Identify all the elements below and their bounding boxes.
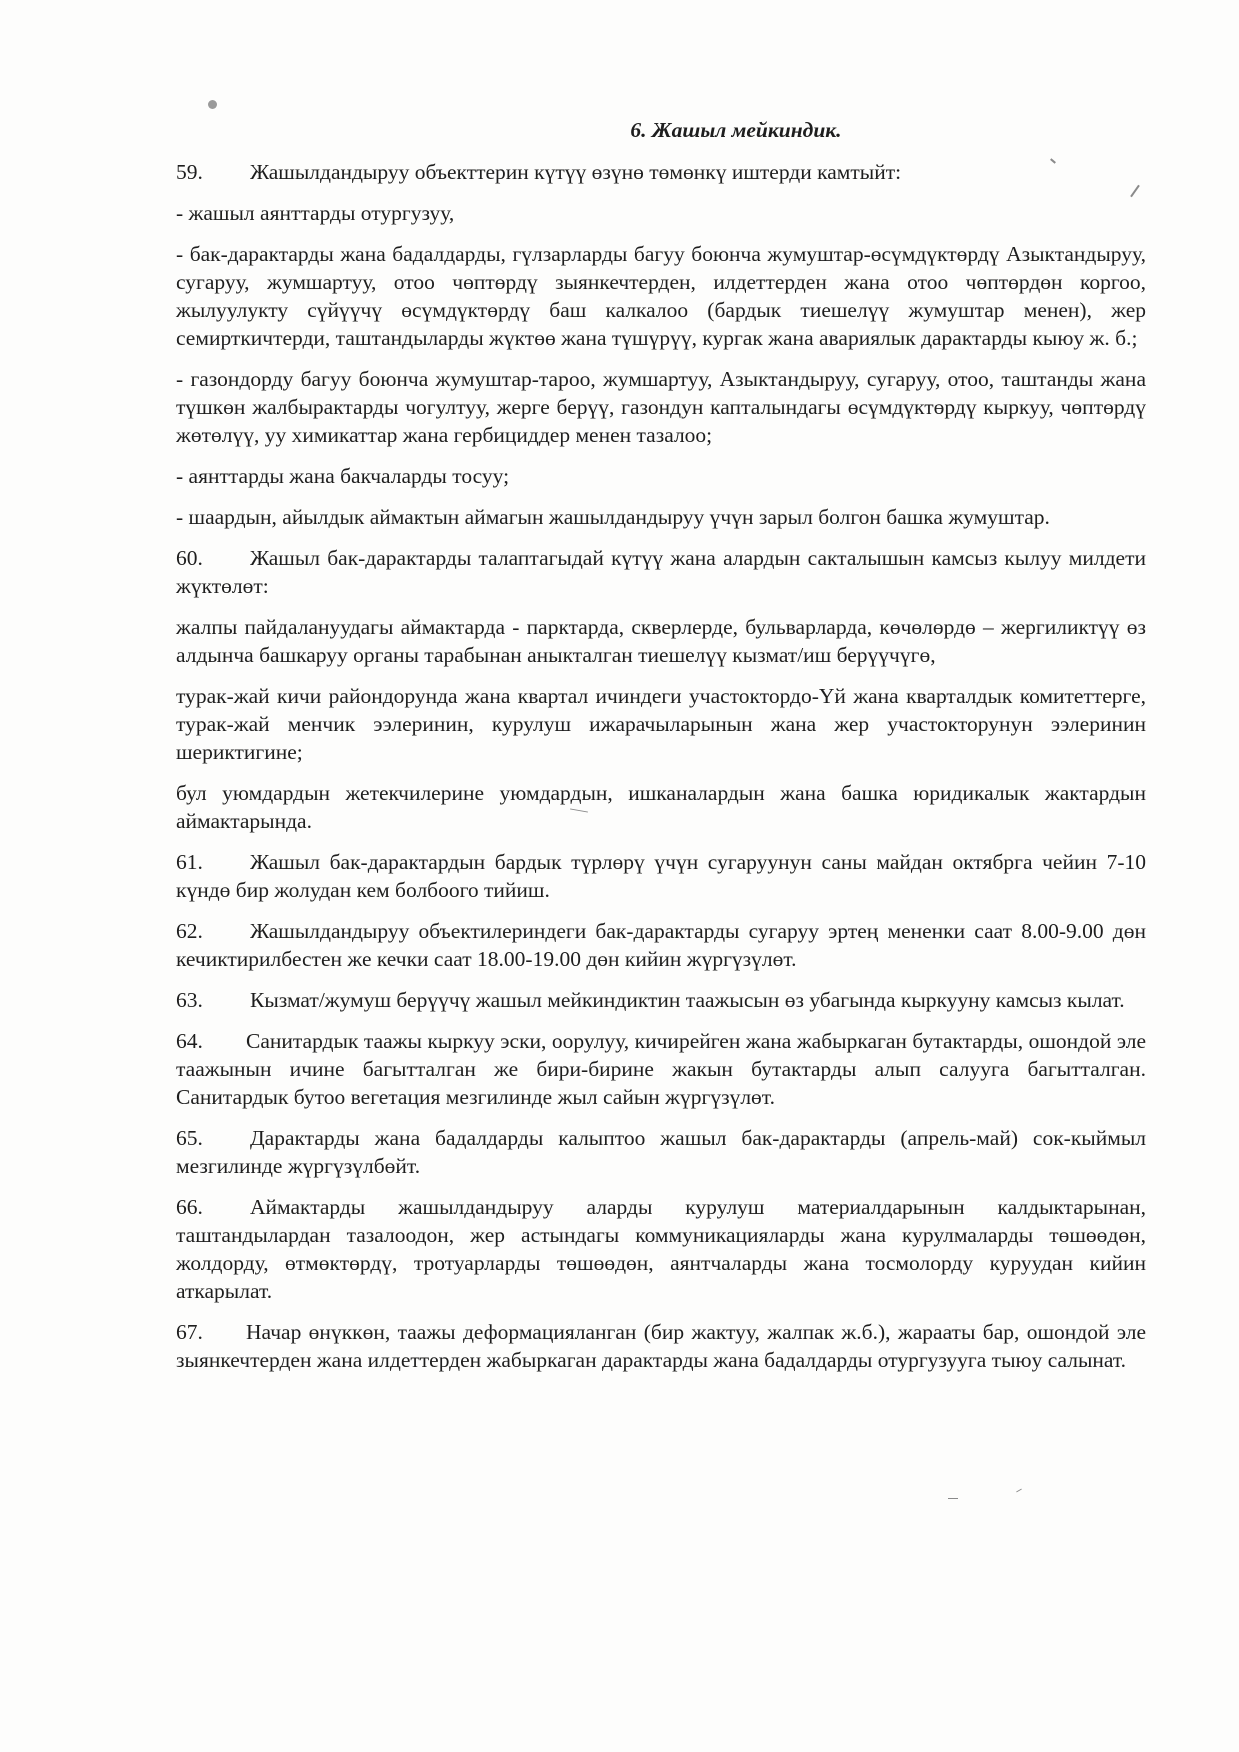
paragraph-text: - шаардын, айылдык аймактын аймагын жашылдандыруу үчүн зарыл болгон башка жумуштар.: [176, 505, 1050, 529]
scan-mark: [1016, 1489, 1022, 1493]
paragraph-text: Жашыл бак-дарактардын бардык түрлөрү үчүн сугаруунун саны майдан октябрга чейин 7-10 күндө бир жолудан кем болбоого тийиш.: [176, 850, 1146, 902]
paragraph-text: - бак-дарактарды жана бадалдарды, гүлзарларды багуу боюнча жумуштар-өсүмдүктөрдү Азыктандыруу, сугаруу, жумшартуу, отоо чөптөрдү зыянкечтерден, илдеттерден жана отоо чөптөрдөн коргоо, жылуулукту сүйүүчү өсүмдүктөрдү баш калкалоо (бардык тиешелүү жумуштар менен), жер семирткичтерди, таштандыларды жүктөө жана түшүрүү, кургак жана авариялык дарактарды кыюу ж. б.;: [176, 242, 1146, 350]
clause-number: 59.: [176, 160, 203, 184]
list-item: [176, 462, 1146, 490]
list-item: [176, 240, 1146, 352]
section-title: 6. Жашыл мейкиндик.: [630, 118, 842, 142]
list-item: [176, 779, 1146, 835]
list-item: [176, 613, 1146, 669]
paragraph-text: - газондорду багуу боюнча жумуштар-тароо, жумшартуу, Азыктандыруу, сугаруу, отоо, таштанды жана түшкөн жалбырактарды чогултуу, жерге берүү, газондун капталындагы өсүмдүктөрдү кыркуу, чөптөрдү жөтөлүү, уу химикаттар жана гербициддер менен тазалоо;: [176, 367, 1146, 447]
paragraph-61: [176, 848, 1146, 904]
clause-number: 62.: [176, 919, 203, 943]
clause-number: 65.: [176, 1126, 203, 1150]
paragraph-text: Жашылдандыруу объекттерин күтүү өзүнө төмөнкү иштерди камтыйт:: [250, 160, 902, 184]
clause-number: 64.: [176, 1029, 203, 1053]
list-item: [176, 503, 1146, 531]
paragraph-64: [176, 1027, 1146, 1111]
paragraph-text: жалпы пайдалануудагы аймактарда - парктарда, скверлерде, бульварларда, көчөлөрдө – жергиликтүү өз алдынча башкаруу органы тарабынан аныкталган тиешелүү кызмат/иш берүүчүгө,: [176, 615, 1146, 667]
list-item: [176, 365, 1146, 449]
paragraph-60: [176, 544, 1146, 600]
clause-number: 66.: [176, 1195, 203, 1219]
list-item: [176, 199, 1146, 227]
paragraph-text: Кызмат/жумуш берүүчү жашыл мейкиндиктин таажысын өз убагында кыркууну камсыз кылат.: [250, 988, 1125, 1012]
paragraph-66: [176, 1193, 1146, 1305]
scan-speck: [208, 100, 217, 109]
paragraph-text: - жашыл аянттарды отургузуу,: [176, 201, 455, 225]
paragraph-text: Начар өнүккөн, таажы деформацияланган (бир жактуу, жалпак ж.б.), жарааты бар, ошондой эле зыянкечтерден жана илдеттерден жабыркаган дарактарды жана бадалдарды отургузууга тыюу салынат.: [176, 1320, 1146, 1372]
paragraph-text: - аянттарды жана бакчаларды тосуу;: [176, 464, 510, 488]
document-body: [176, 116, 1146, 1387]
clause-number: 63.: [176, 988, 203, 1012]
paragraph-text: бул уюмдардын жетекчилерине уюмдардын, ишканалардын жана башка юридикалык жактардын аймактарында.: [176, 781, 1146, 833]
paragraph-63: [176, 986, 1146, 1014]
paragraph-59: [176, 158, 1146, 186]
paragraph-text: Жашыл бак-дарактарды талаптагыдай күтүү жана алардын сакталышын камсыз кылуу милдети жүктөлөт:: [176, 546, 1146, 598]
paragraph-text: Аймактарды жашылдандыруу аларды курулуш материалдарынын калдыктарынан, таштандылардан тазалоодон, жер астындагы коммуникацияларды жана курулмаларды төшөөдөн, жолдорду, өтмөктөрдү, тротуарларды төшөөдөн, аянтчаларды жана тосмолорду куруудан кийин аткарылат.: [176, 1195, 1146, 1303]
paragraph-text: Жашылдандыруу объектилериндеги бак-дарактарды сугаруу эртең мененки саат 8.00-9.00 дөн кечиктирилбестен же кечки саат 18.00-19.00 дөн кийин жүргүзүлөт.: [176, 919, 1146, 971]
list-item: [176, 682, 1146, 766]
paragraph-text: Дарактарды жана бадалдарды калыптоо жашыл бак-дарактарды (апрель-май) сок-кыймыл мезгилинде жүргүзүлбөйт.: [176, 1126, 1146, 1178]
paragraph-67: [176, 1318, 1146, 1374]
paragraph-text: турак-жай кичи райондорунда жана квартал ичиндеги участоктордо-Үй жана кварталдык комитеттерге, турак-жай менчик ээлеринин, курулуш ижарачыларынын жана жер участокторунун ээлеринин шериктигине;: [176, 684, 1146, 764]
paragraph-62: [176, 917, 1146, 973]
scan-mark: [948, 1498, 958, 1499]
paragraph-text: Санитардык таажы кыркуу эски, оорулуу, кичирейген жана жабыркаган бутактарды, ошондой эле таажынын ичине багытталган же бири-бирине жакын бутактарды алып салууга багытталган. Санитардык бутоо вегетация мезгилинде жыл сайын жүргүзүлөт.: [176, 1029, 1146, 1109]
paragraph-65: [176, 1124, 1146, 1180]
clause-number: 61.: [176, 850, 203, 874]
clause-number: 67.: [176, 1320, 203, 1344]
clause-number: 60.: [176, 546, 203, 570]
